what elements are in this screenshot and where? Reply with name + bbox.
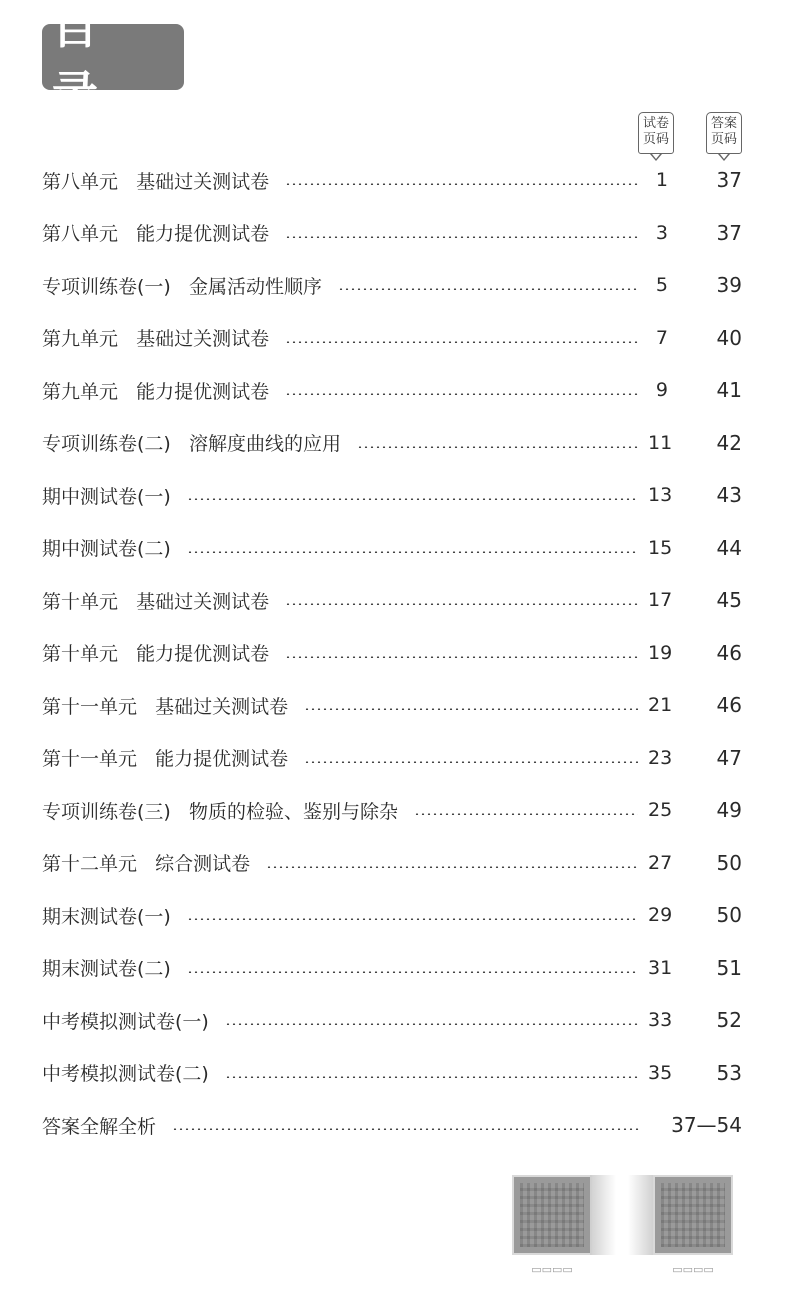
toc-entry-title: 期中测试卷(一) bbox=[42, 485, 171, 508]
answer-page-header-label: 答案 页码 bbox=[707, 116, 741, 148]
test-page-number: 27 bbox=[648, 851, 673, 874]
answer-page-number: 42 bbox=[716, 430, 742, 455]
toc-entry bbox=[42, 732, 742, 785]
test-page-number: 13 bbox=[648, 484, 673, 507]
answer-page-number: 50 bbox=[716, 903, 742, 928]
toc-entry-title: 专项训练卷(三) 物质的检验、鉴别与除杂 bbox=[42, 800, 398, 823]
toc-entry-title: 第十一单元 基础过关测试卷 bbox=[42, 695, 289, 718]
toc-entry-title: 第十一单元 能力提优测试卷 bbox=[42, 748, 289, 771]
toc-entry-title: 专项训练卷(二) 溶解度曲线的应用 bbox=[42, 433, 341, 456]
leader-dots bbox=[172, 1128, 641, 1130]
toc-entry bbox=[42, 942, 742, 995]
leader-dots bbox=[187, 971, 638, 973]
answer-page-number: 41 bbox=[716, 378, 742, 403]
toc-entry bbox=[42, 679, 742, 732]
toc-entry bbox=[42, 574, 742, 627]
toc-entry-title: 第十二单元 综合测试卷 bbox=[42, 853, 251, 876]
answer-page-number: 52 bbox=[716, 1008, 742, 1033]
test-page-number: 1 bbox=[655, 169, 668, 192]
page-title: 目 录 bbox=[42, 24, 184, 90]
toc-entry-title: 第八单元 能力提优测试卷 bbox=[42, 223, 270, 246]
test-page-number: 21 bbox=[648, 694, 673, 717]
toc-entry bbox=[42, 364, 742, 417]
test-page-number: 15 bbox=[648, 536, 673, 559]
toc-entry-title: 期中测试卷(二) bbox=[42, 538, 171, 561]
leader-dots bbox=[414, 813, 638, 815]
qr-caption-blurred: ▭▭▭▭ bbox=[531, 1263, 573, 1276]
toc-entry-title: 第十单元 基础过关测试卷 bbox=[42, 590, 270, 613]
leader-dots bbox=[357, 446, 638, 448]
toc-entry-title: 第八单元 基础过关测试卷 bbox=[42, 170, 270, 193]
test-page-number: 33 bbox=[648, 1009, 673, 1032]
toc-entry-title: 专项训练卷(一) 金属活动性顺序 bbox=[42, 275, 322, 298]
test-page-number: 23 bbox=[648, 746, 673, 769]
leader-dots bbox=[187, 498, 638, 500]
toc-entry bbox=[42, 259, 742, 312]
test-page-number: 31 bbox=[648, 956, 673, 979]
leader-dots bbox=[187, 918, 638, 920]
answer-page-number: 43 bbox=[716, 483, 742, 508]
leader-dots bbox=[285, 393, 638, 395]
test-page-number: 17 bbox=[648, 589, 673, 612]
toc-entry-title: 第九单元 能力提优测试卷 bbox=[42, 380, 270, 403]
leader-dots bbox=[225, 1076, 638, 1078]
toc-entry-answers bbox=[42, 1099, 742, 1152]
test-page-number: 3 bbox=[655, 221, 668, 244]
toc-entry bbox=[42, 207, 742, 260]
toc-entry bbox=[42, 837, 742, 890]
qr-code-icon bbox=[653, 1175, 733, 1255]
test-page-number: 29 bbox=[648, 904, 673, 927]
leader-dots bbox=[285, 341, 638, 343]
toc-entry-title: 答案全解全析 bbox=[42, 1115, 157, 1138]
toc-entry-title: 期末测试卷(一) bbox=[42, 905, 171, 928]
answer-page-number: 51 bbox=[716, 955, 742, 980]
toc-entry bbox=[42, 469, 742, 522]
leader-dots bbox=[285, 183, 638, 185]
toc-entry-title: 第九单元 基础过关测试卷 bbox=[42, 328, 270, 351]
qr-fade-decoration bbox=[628, 1175, 654, 1255]
answer-page-number: 47 bbox=[716, 745, 742, 770]
toc-entry bbox=[42, 889, 742, 942]
test-page-number: 9 bbox=[655, 379, 668, 402]
toc-entry bbox=[42, 154, 742, 207]
test-page-number: 25 bbox=[648, 799, 673, 822]
test-page-column-header bbox=[638, 112, 674, 154]
qr-code-icon bbox=[512, 1175, 592, 1255]
toc-entry bbox=[42, 312, 742, 365]
leader-dots bbox=[338, 288, 638, 290]
answer-page-number: 44 bbox=[716, 535, 742, 560]
test-page-number: 5 bbox=[655, 274, 668, 297]
toc-entry bbox=[42, 522, 742, 575]
qr-caption-blurred: ▭▭▭▭ bbox=[672, 1263, 714, 1276]
test-page-header-label: 试卷 页码 bbox=[639, 116, 673, 148]
answer-page-number: 53 bbox=[716, 1060, 742, 1085]
toc-entry-title: 中考模拟测试卷(一) bbox=[42, 1010, 209, 1033]
answer-page-number: 50 bbox=[716, 850, 742, 875]
leader-dots bbox=[304, 708, 638, 710]
leader-dots bbox=[304, 761, 638, 763]
answer-page-number: 39 bbox=[716, 273, 742, 298]
toc-entry-title: 期末测试卷(二) bbox=[42, 958, 171, 981]
answer-page-number: 46 bbox=[716, 693, 742, 718]
leader-dots bbox=[285, 603, 638, 605]
test-page-number: 19 bbox=[648, 641, 673, 664]
test-page-number: 11 bbox=[648, 431, 673, 454]
toc-entry-title: 中考模拟测试卷(二) bbox=[42, 1063, 209, 1086]
answer-page-number: 49 bbox=[716, 798, 742, 823]
leader-dots bbox=[187, 551, 638, 553]
toc-entry bbox=[42, 417, 742, 470]
toc-entry-title: 第十单元 能力提优测试卷 bbox=[42, 643, 270, 666]
answer-page-number: 45 bbox=[716, 588, 742, 613]
answer-page-range: 37—54 bbox=[671, 1113, 742, 1138]
toc-entry bbox=[42, 627, 742, 680]
toc-entry bbox=[42, 1047, 742, 1100]
leader-dots bbox=[266, 866, 638, 868]
answer-page-number: 37 bbox=[716, 168, 742, 193]
table-of-contents bbox=[42, 154, 742, 1152]
test-page-number: 7 bbox=[655, 326, 668, 349]
leader-dots bbox=[285, 656, 638, 658]
toc-entry bbox=[42, 784, 742, 837]
answer-page-column-header bbox=[706, 112, 742, 154]
leader-dots bbox=[225, 1023, 638, 1025]
qr-fade-decoration bbox=[590, 1175, 616, 1255]
answer-page-number: 46 bbox=[716, 640, 742, 665]
toc-entry bbox=[42, 994, 742, 1047]
leader-dots bbox=[285, 236, 638, 238]
answer-page-number: 37 bbox=[716, 220, 742, 245]
answer-page-number: 40 bbox=[716, 325, 742, 350]
test-page-number: 35 bbox=[648, 1061, 673, 1084]
